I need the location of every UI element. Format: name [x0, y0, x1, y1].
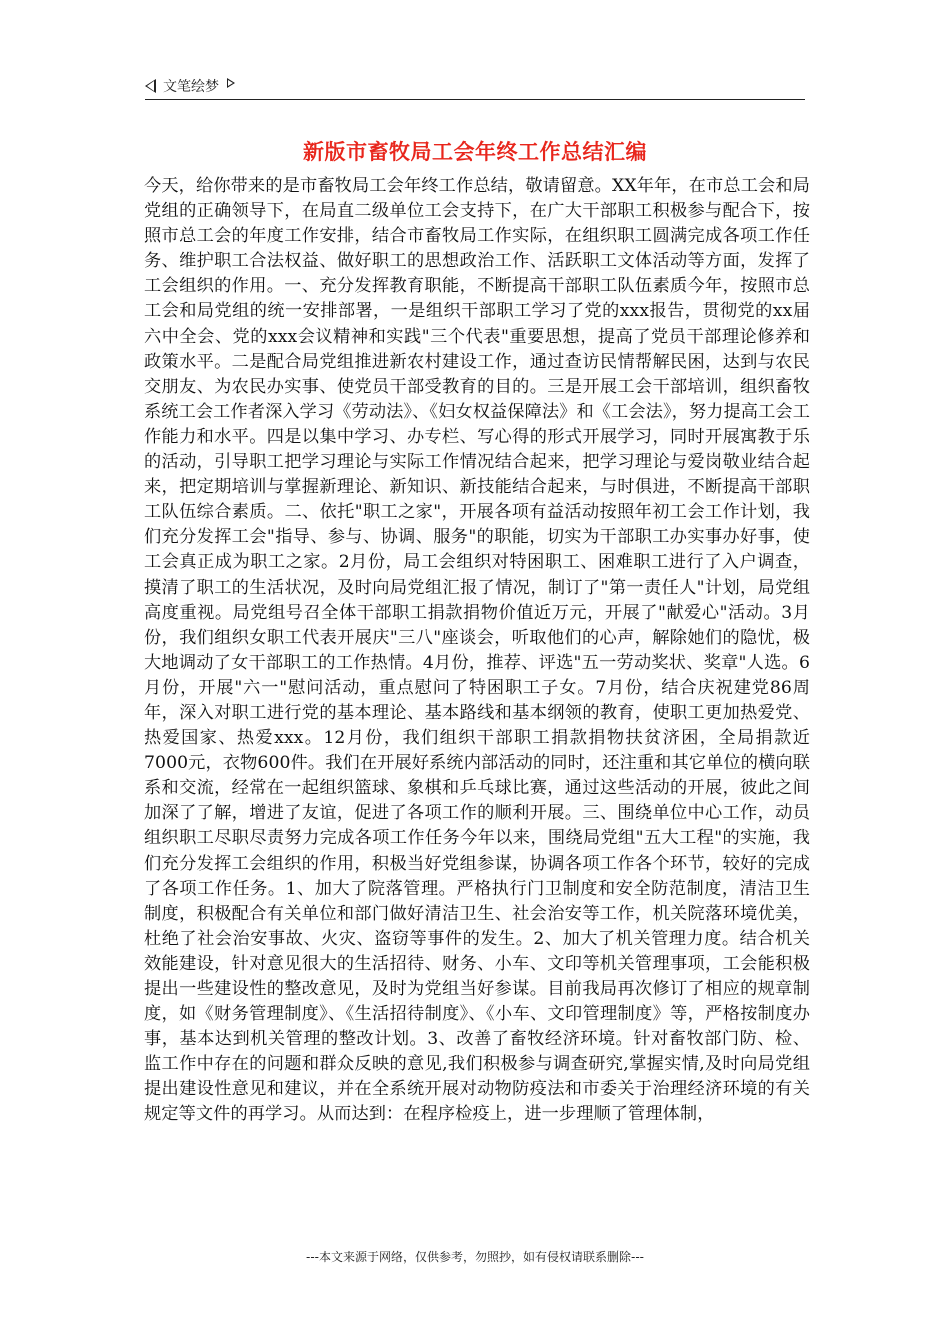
triangle-right-icon — [227, 78, 235, 88]
footer-notice: ---本文来源于网络，仅供参考，勿照抄，如有侵权请联系删除--- — [306, 1250, 644, 1264]
triangle-left-icon — [145, 79, 156, 93]
header-divider — [145, 99, 805, 100]
document-title: 新版市畜牧局工会年终工作总结汇编 — [303, 140, 647, 164]
header-label: 文笔绘梦 — [163, 79, 219, 95]
document-body: 今天，给你带来的是市畜牧局工会年终工作总结，敬请留意。XX年年，在市总工会和局党组的正确领导下，在局直二级单位工会支持下，在广大干部职工积极参与配合下，按照市总工会的年度工作安排，结合市畜牧局工作实际，在组织职工圆满完成各项工作任务、维护职工合法权益、做好职工的思想政治工作、活跃职工文体活动等方面，发挥了工会组织的作用。一、充分发挥教育职能，不断提高干部职工队伍素质今年，按照市总工会和局党组的统一安排部署，一是组织干部职工学习了党的xxx报告，贯彻党的xx届六中全会、党的xxx会议精神和实践"三个代表"重要思想，提高了党员干部理论修养和政策水平。二是配合局党组推进新农村建设工作，通过查访民情帮解民困，达到与农民交朋友、为农民办实事、使党员干部受教育的目的。三是开展工会干部培训，组织畜牧系统工会工作者深入学习《劳动法》、《妇女权益保障法》和《工会法》，努力提高工会工作能力和水平。四是以集中学习、办专栏、写心得的形式开展学习，同时开展寓教于乐的活动，引导职工把学习理论与实际工作情况结合起来，把学习理论与爱岗敬业结合起来，把定期培训与掌握新理论、新知识、新技能结合起来，与时俱进，不断提高干部职工队伍综合素质。二、依托"职工之家"，开展各项有益活动按照年初工会工作计划，我们充分发挥工会"指导、参与、协调、服务"的职能，切实为干部职工办实事办好事，使工会真正成为职工之家。2月份，局工会组织对特困职工、困难职工进行了入户调查，摸清了职工的生活状况，及时向局党组汇报了情况，制订了"第一责任人"计划，局党组高度重视。局党组号召全体干部职工捐款捐物价值近万元，开展了"献爱心"活动。3月份，我们组织女职工代表开展庆"三八"座谈会，听取他们的心声，解除她们的隐忧，极大地调动了女干部职工的工作热情。4月份，推荐、评选"五一劳动奖状、奖章"人选。6月份，开展"六一"慰问活动，重点慰问了特困职工子女。7月份，结合庆祝建党86周年，深入对职工进行党的基本理论、基本路线和基本纲领的教育，使职工更加热爱党、热爱国家、热爱xxx。12月份，我们组织干部职工捐款捐物扶贫济困，全局捐款近7000元，衣物600件。我们在开展好系统内部活动的同时，还注重和其它单位的横向联系和交流，经常在一起组织篮球、象棋和乒乓球比赛，通过这些活动的开展，彼此之间加深了了解，增进了友谊，促进了各项工作的顺利开展。三、围绕单位中心工作，动员组织职工尽职尽责努力完成各项工作任务今年以来，围绕局党组"五大工程"的实施，我们充分发挥工会组织的作用，积极当好党组参谋，协调各项工作各个环节，较好的完成了各项工作任务。1、加大了院落管理。严格执行门卫制度和安全防范制度，清洁卫生制度，积极配合有关单位和部门做好清洁卫生、社会治安等工作，机关院落环境优美，杜绝了社会治安事故、火灾、盗窃等事件的发生。2、加大了机关管理力度。结合机关效能建设，针对意见很大的生活招待、财务、小车、文印等机关管理事项，工会能积极提出一些建设性的整改意见，及时为党组当好参谋。目前我局再次修订了相应的规章制度，如《财务管理制度》、《生活招待制度》、《小车、文印管理制度》等，严格按制度办事，基本达到机关管理的整改计划。3、改善了畜牧经济环境。针对畜牧部门防、检、监工作中存在的问题和群众反映的意见,我们积极参与调查研究,掌握实情,及时向局党组提出建设性意见和建议，并在全系统开展对动物防疫法和市委关于治理经济环境的有关规定等文件的再学习。从而达到：在程序检疫上，进一步理顺了管理体制， — [144, 176, 810, 1125]
page-header — [145, 74, 805, 98]
